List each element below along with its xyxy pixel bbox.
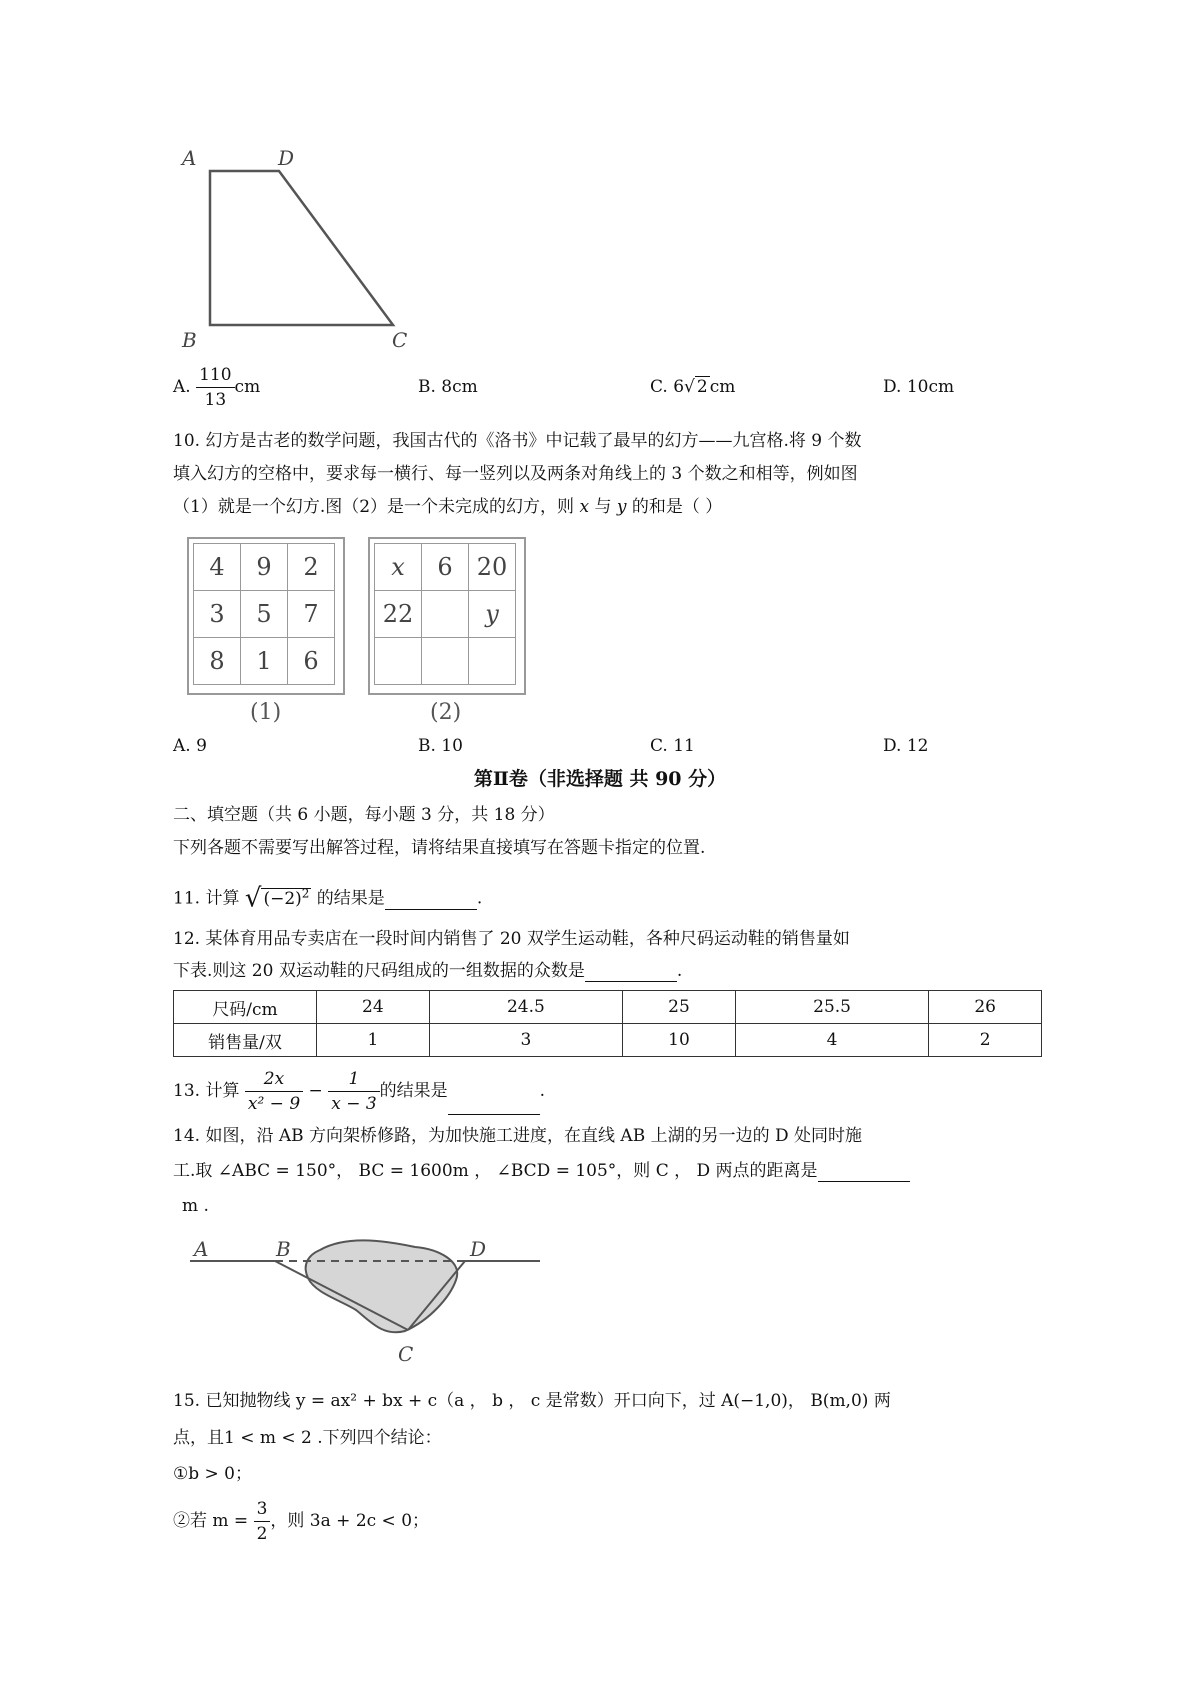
- q10-option-d[interactable]: D. 12: [883, 736, 929, 756]
- q10-line-3-start: （1）就是一个幻方.图（2）是一个未完成的幻方，则: [173, 497, 580, 517]
- q9-option-a-fraction: [196, 364, 234, 411]
- grid-cell: 3: [194, 591, 241, 638]
- magic-square-2: [374, 543, 516, 685]
- grid-cell: 8: [194, 638, 241, 685]
- q9-option-c-unit: cm: [709, 377, 736, 397]
- q14-line-2: [173, 1160, 910, 1182]
- trapezoid-figure: [180, 140, 440, 355]
- fraction-denominator: x² − 9: [247, 1094, 301, 1114]
- q10-option-c[interactable]: C. 11: [650, 736, 695, 756]
- q13-fraction-1: [245, 1068, 303, 1115]
- trapezoid-label-a: A: [182, 146, 197, 170]
- table-cell: 25: [623, 991, 736, 1024]
- sqrt-sign: √: [684, 377, 695, 397]
- table-cell: 1: [317, 1024, 430, 1057]
- answer-blank[interactable]: [818, 1163, 910, 1182]
- part-2-title: 二、填空题（共 6 小题，每小题 3 分，共 18 分）: [173, 805, 555, 825]
- magic-square-1: [193, 543, 335, 685]
- grid-cell: 4: [194, 544, 241, 591]
- trapezoid-shape: [210, 171, 393, 325]
- q11-base: (−2): [263, 888, 302, 909]
- grid-cell: 1: [241, 638, 288, 685]
- q15-conclusion-2: [173, 1498, 429, 1545]
- q10-var-y: y: [616, 497, 627, 517]
- section-2-title: 第Ⅱ卷（非选择题 共 90 分）: [473, 768, 727, 790]
- grid-cell: x: [375, 544, 422, 591]
- q9-option-a[interactable]: [173, 364, 260, 411]
- grid-cell: [422, 638, 469, 685]
- grid-cell: [469, 638, 516, 685]
- lake-shape: [306, 1240, 458, 1332]
- q11-suffix: 的结果是: [311, 888, 385, 909]
- part-2-instruction: 下列各题不需要写出解答过程，请将结果直接填写在答题卡指定的位置.: [173, 838, 706, 858]
- q15-line-2: 点，且1 < m < 2 .下列四个结论：: [173, 1428, 442, 1448]
- magic-square-2-caption: (2): [430, 700, 462, 725]
- figure-label-c: C: [398, 1342, 414, 1366]
- table-header-cell: 销售量/双: [174, 1024, 317, 1057]
- table-cell: 4: [735, 1024, 928, 1057]
- q14-line-3: m .: [182, 1196, 209, 1216]
- q13-suffix: 的结果是: [379, 1081, 448, 1101]
- q12-line-2: [173, 960, 682, 982]
- q10-line-3: [173, 496, 722, 518]
- q14-line-2-text: 工.取 ∠ABC = 150°， BC = 1600m ， ∠BCD = 105°，则 C ， D 两点的距离是: [173, 1161, 818, 1181]
- table-cell: 25.5: [735, 991, 928, 1024]
- q13-fraction-2: [328, 1068, 379, 1115]
- q9-option-a-unit: cm: [234, 377, 261, 397]
- answer-blank[interactable]: [585, 963, 677, 982]
- fraction-denominator: x − 3: [331, 1094, 377, 1114]
- fraction-numerator: 2x: [245, 1068, 303, 1092]
- table-cell: 24: [317, 991, 430, 1024]
- sqrt-sign: √: [244, 883, 262, 914]
- answer-blank[interactable]: [385, 891, 477, 910]
- q9-option-d[interactable]: D. 10cm: [883, 377, 955, 397]
- grid-cell: 9: [241, 544, 288, 591]
- table-header-cell: 尺码/cm: [174, 991, 317, 1024]
- table-cell: 26: [929, 991, 1042, 1024]
- q9-option-b[interactable]: B. 8cm: [418, 377, 478, 397]
- fraction-numerator: 1: [328, 1068, 379, 1092]
- q9-option-c-radicand: 2: [696, 377, 708, 397]
- fraction-numerator: 110: [196, 364, 234, 388]
- q15-c2-fraction: [254, 1498, 271, 1545]
- fraction-denominator: 2: [256, 1524, 268, 1544]
- q13: [173, 1068, 545, 1115]
- grid-cell: y: [469, 591, 516, 638]
- grid-cell: 22: [375, 591, 422, 638]
- q13-prefix: 13. 计算: [173, 1081, 240, 1101]
- grid-cell: 20: [469, 544, 516, 591]
- q11-prefix: 11. 计算: [173, 888, 240, 909]
- grid-cell: 5: [241, 591, 288, 638]
- q15-c2-suffix: ，则 3a + 2c < 0；: [270, 1511, 430, 1531]
- fraction-denominator: 13: [204, 390, 227, 410]
- lake-bridge-figure: [180, 1225, 560, 1375]
- q10-line-3-end: 的和是（ ）: [626, 497, 723, 517]
- q15-line-1: 15. 已知抛物线 y = ax² + bx + c（a ， b ， c 是常数）开口向下，过 A(−1,0)， B(m,0) 两: [173, 1391, 891, 1411]
- q10-var-x: x: [579, 497, 590, 517]
- figure-label-a: A: [194, 1237, 209, 1261]
- table-row: [174, 1024, 1042, 1057]
- q10-line-2: 填入幻方的空格中，要求每一横行、每一竖列以及两条对角线上的 3 个数之和相等，例如图: [173, 464, 858, 484]
- q10-option-b[interactable]: B. 10: [418, 736, 463, 756]
- q9-option-c-prefix: C. 6: [650, 377, 685, 397]
- grid-cell: 2: [288, 544, 335, 591]
- q10-option-a[interactable]: A. 9: [173, 736, 207, 756]
- fraction-numerator: 3: [254, 1498, 271, 1522]
- q9-option-a-prefix: A.: [173, 377, 191, 397]
- q13-minus: −: [308, 1081, 323, 1101]
- q11-exponent: 2: [301, 886, 310, 900]
- q10-line-1: 10. 幻方是古老的数学问题，我国古代的《洛书》中记载了最早的幻方——九宫格.将 9 个数: [173, 431, 862, 451]
- grid-cell: [422, 591, 469, 638]
- figure-label-d: D: [470, 1237, 487, 1261]
- table-cell: 10: [623, 1024, 736, 1057]
- grid-cell: 6: [288, 638, 335, 685]
- q13-end: .: [539, 1081, 546, 1101]
- q12-line-1: 12. 某体育用品专卖店在一段时间内销售了 20 双学生运动鞋，各种尺码运动鞋的销售量如: [173, 929, 850, 949]
- table-row: [174, 991, 1042, 1024]
- grid-cell: 7: [288, 591, 335, 638]
- grid-cell: [375, 638, 422, 685]
- q10-line-3-mid: 与: [589, 497, 617, 517]
- trapezoid-label-c: C: [392, 328, 408, 352]
- q11-end: .: [476, 888, 483, 909]
- trapezoid-label-b: B: [182, 328, 197, 352]
- table-cell: 24.5: [429, 991, 622, 1024]
- table-cell: 2: [929, 1024, 1042, 1057]
- answer-blank[interactable]: [448, 1096, 540, 1115]
- shoe-size-table: [173, 990, 1042, 1057]
- figure-label-b: B: [276, 1237, 291, 1261]
- q11-radicand: [261, 888, 311, 909]
- q12-line-2-end: .: [676, 961, 683, 981]
- q12-line-2-text: 下表.则这 20 双运动鞋的尺码组成的一组数据的众数是: [173, 961, 585, 981]
- q14-line-1: 14. 如图，沿 AB 方向架桥修路，为加快施工进度，在直线 AB 上湖的另一边的 D 处同时施: [173, 1126, 863, 1146]
- magic-square-1-caption: (1): [250, 700, 282, 725]
- table-cell: 3: [429, 1024, 622, 1057]
- grid-cell: 6: [422, 544, 469, 591]
- q15-conclusion-1: ①b > 0；: [173, 1464, 252, 1484]
- q9-option-c[interactable]: [650, 376, 735, 398]
- q11: [173, 882, 483, 914]
- q15-c2-prefix: ②若 m =: [173, 1511, 254, 1531]
- trapezoid-label-d: D: [278, 146, 295, 170]
